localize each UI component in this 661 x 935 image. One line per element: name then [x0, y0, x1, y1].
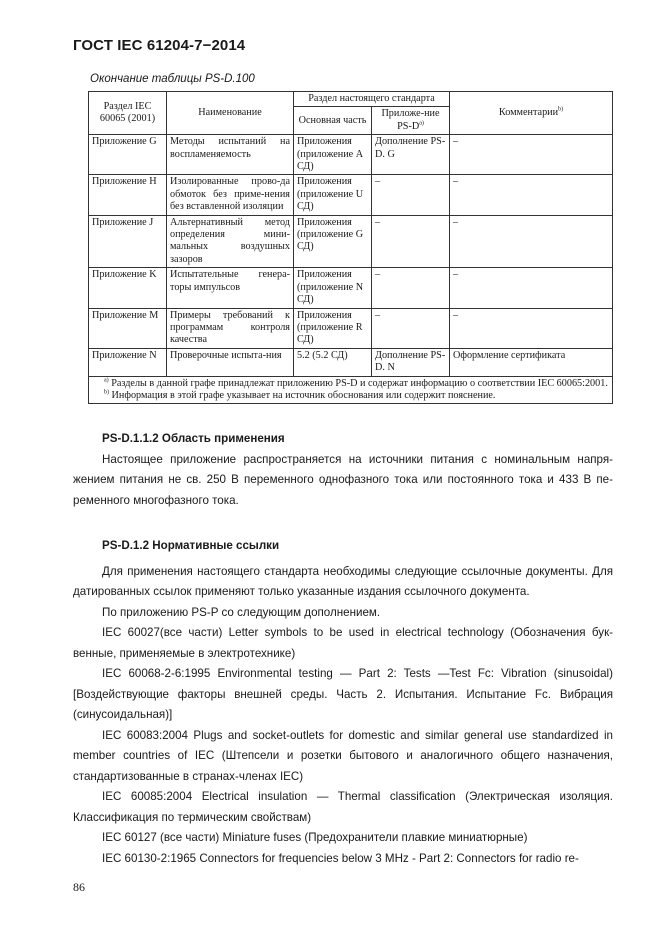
footnote-a: $^{a)}$ Разделы в данной графе принадлежат приложению PS-D и содержат информацию о соответствии IEC 60065:2001.: [104, 377, 608, 389]
table-row: [89, 348, 613, 376]
cell-annex: –: [372, 268, 450, 308]
cell-name: Изолированные прово-да обмоток без приме-нения без вставленной изоляции: [167, 175, 294, 215]
cell-section: Приложение N: [89, 348, 167, 376]
cell-section: Приложение G: [89, 135, 167, 175]
cell-main: Приложения (приложение U СД): [294, 175, 372, 215]
cell-comment: –: [450, 268, 613, 308]
cell-name: Испытательные генера-торы импульсов: [167, 268, 294, 308]
cell-main: Приложения (приложение G СД): [294, 215, 372, 268]
cell-comment: Оформление сертификата: [450, 348, 613, 376]
cell-section: Приложение M: [89, 308, 167, 348]
cell-name: Альтернативный метод определения мини-мальных воздушных зазоров: [167, 215, 294, 268]
table-row: [89, 175, 613, 215]
references-heading: PS-D.1.2 Нормативные ссылки: [102, 539, 280, 552]
comparison-table: [88, 91, 613, 404]
header-section-iec: Раздел IEC 60065 (2001): [89, 92, 167, 135]
scope-section: [73, 429, 613, 511]
header-standard-section: Раздел настоящего стандарта: [294, 92, 450, 107]
header-main-part: Основная часть: [294, 107, 372, 135]
cell-annex: Дополнение PS-D. N: [372, 348, 450, 376]
header-comments: Комментарии$^{b)}$: [450, 92, 613, 135]
cell-section: Приложение H: [89, 175, 167, 215]
header-name: Наименование: [167, 92, 294, 135]
cell-annex: –: [372, 175, 450, 215]
cell-annex: Дополнение PS-D. G: [372, 135, 450, 175]
cell-main: Приложения (приложение А СД): [294, 135, 372, 175]
table-row: [89, 135, 613, 175]
cell-name: Проверочные испыта-ния: [167, 348, 294, 376]
footnote-b: $^{b)}$ Информация в этой графе указывает на источник обоснования или содержит пояснение.: [104, 389, 496, 401]
cell-annex: –: [372, 308, 450, 348]
cell-main: Приложения (приложение N СД): [294, 268, 372, 308]
cell-comment: –: [450, 135, 613, 175]
cell-main: Приложения (приложение R СД): [294, 308, 372, 348]
normative-references-section: [73, 536, 613, 869]
table-row: [89, 215, 613, 268]
reference-item: IEC 60068-2-6:1995 Environmental testing — Part 2: Tests —Test Fc: Vibration (sinusoidal) [Воздействующие факторы внешней среды. Часть 2. Испытания. Испытание Fc. Вибрация (синусоидальная)]: [73, 667, 613, 721]
cell-section: Приложение J: [89, 215, 167, 268]
cell-comment: –: [450, 308, 613, 348]
cell-name: Методы испытаний на воспламеняемость: [167, 135, 294, 175]
cell-main: 5.2 (5.2 СД): [294, 348, 372, 376]
scope-heading: PS-D.1.1.2 Область применения: [102, 432, 285, 445]
reference-item: IEC 60130-2:1965 Connectors for frequencies below 3 MHz - Part 2: Connectors for radio re-: [102, 851, 579, 865]
reference-item: IEC 60027(все части) Letter symbols to be used in electrical technology (Обозначения бук-венные, применяемые в электротехнике): [73, 626, 613, 660]
table-row: [89, 268, 613, 308]
cell-annex: –: [372, 215, 450, 268]
reference-item: IEC 60083:2004 Plugs and socket-outlets for domestic and similar general use standardized in member countries of IEC (Штепсели и розетки бытового и аналогичного общего назначения, стандартизованные в странах-членах IEC): [73, 728, 613, 783]
document-header: ГОСТ IEC 61204-7−2014: [73, 37, 246, 54]
table-footnotes: [89, 376, 613, 404]
page-number: 86: [73, 880, 85, 894]
cell-section: Приложение K: [89, 268, 167, 308]
reference-item: IEC 60127 (все части) Miniature fuses (Предохранители плавкие миниатюрные): [102, 831, 528, 844]
cell-name: Примеры требований к программам контроля качества: [167, 308, 294, 348]
references-annex-note: По приложению PS-P со следующим дополнением.: [102, 605, 381, 619]
reference-item: IEC 60085:2004 Electrical insulation — Thermal classification (Электрическая изоляция. Классификация по термическим свойствам): [73, 790, 613, 824]
table-caption: Окончание таблицы PS-D.100: [90, 73, 255, 85]
cell-comment: –: [450, 215, 613, 268]
references-intro: Для применения настоящего стандарта необходимы следующие ссылочные документы. Для датированных ссылок применяют только указанные издания ссылочного документа.: [73, 564, 613, 598]
table-row: [89, 308, 613, 348]
scope-paragraph: Настоящее приложение распространяется на источники питания с номинальным напря-жением питания не св. 250 В переменного однофазного тока или постоянного тока и 433 В пе-ременного многофазного тока.: [73, 452, 613, 507]
cell-comment: –: [450, 175, 613, 215]
header-annex-ps-d: Приложе-ние $PS-D^{a)}$: [372, 107, 450, 135]
